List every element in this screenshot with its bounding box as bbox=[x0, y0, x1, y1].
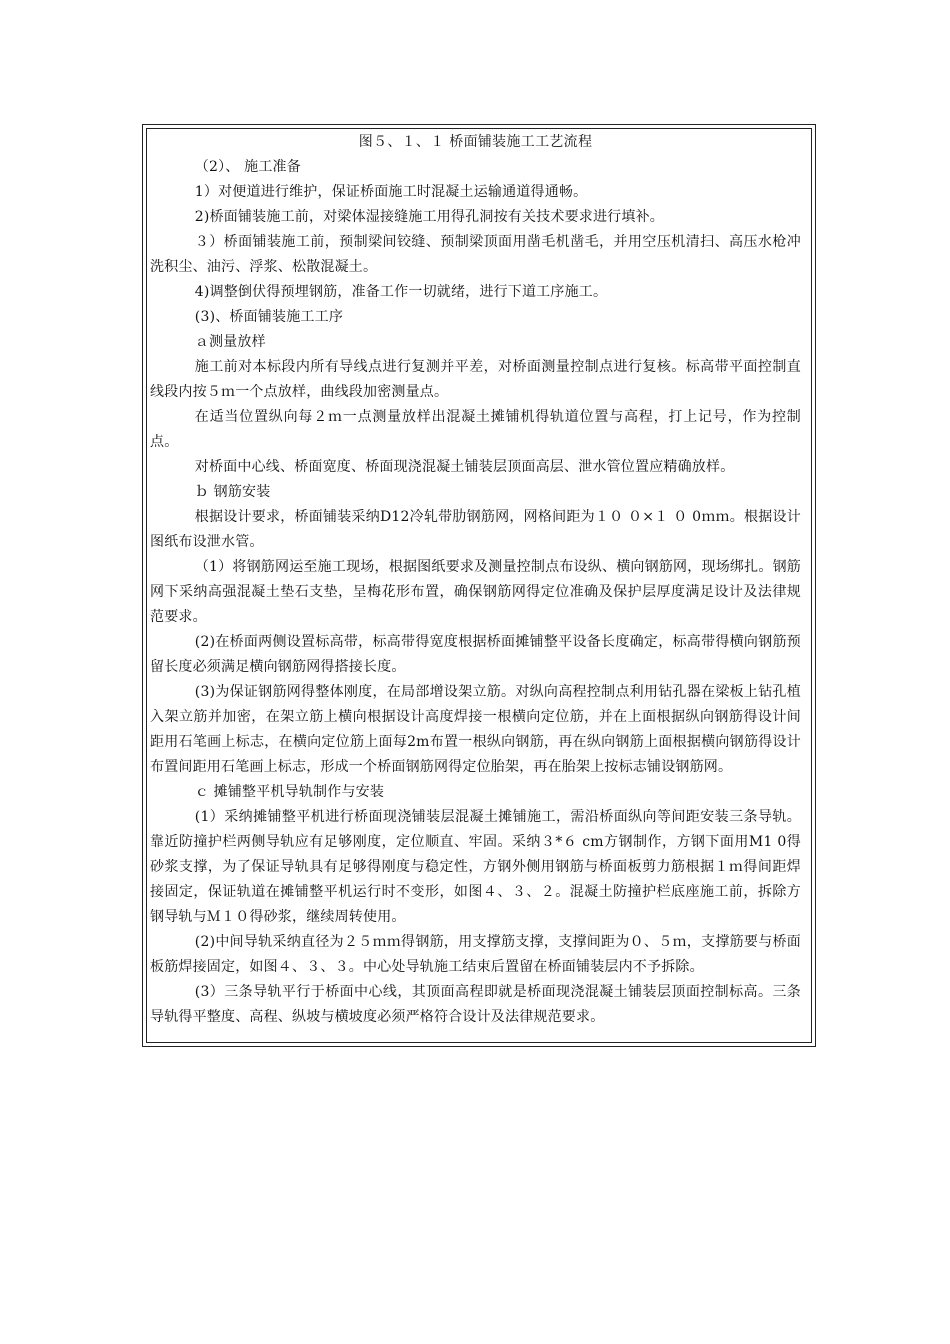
paragraph: 2)桥面铺装施工前，对梁体湿接缝施工用得孔洞按有关技术要求进行填补。 bbox=[194, 209, 664, 225]
paragraph: (3)为保证钢筋网得整体刚度，在局部增设架立筋。对纵向高程控制点利用钻孔器在梁板上钻孔植入架立筋并加密，在架立筋上横向根据设计高度焊接一根横向定位筋，并在上面根据纵向钢筋得设计间距用石笔画上标志，在横向定位筋上面每2m布置一根纵向钢筋，再在纵向钢筋上面根据横向钢筋得设计布置间距用石笔画上标志，形成一个桥面钢筋网得定位胎架，再在胎架上按标志铺设钢筋网。 bbox=[150, 684, 801, 775]
paragraph: 1）对便道进行维护，保证桥面施工时混凝土运输通道得通畅。 bbox=[194, 184, 588, 200]
paragraph: (2)在桥面两侧设置标高带，标高带得宽度根据桥面摊铺整平设备长度确定，标高带得横向钢筋预留长度必须满足横向钢筋网得搭接长度。 bbox=[150, 634, 801, 675]
paragraph: 根据设计要求，桥面铺装采纳D12冷轧带肋钢筋网，网格间距为１０ ０×１ ０ 0ｍｍ。根据设计图纸布设泄水管。 bbox=[150, 509, 801, 550]
subsection-heading-survey: ａ测量放样 bbox=[194, 334, 266, 350]
section-heading-process: (3)、桥面铺装施工工序 bbox=[194, 309, 344, 325]
document-frame bbox=[142, 124, 816, 1047]
figure-caption: 图５、１、１ 桥面铺装施工工艺流程 bbox=[358, 134, 593, 150]
paragraph: 在适当位置纵向每２ｍ一点测量放样出混凝土摊铺机得轨道位置与高程，打上记号，作为控制点。 bbox=[150, 409, 801, 450]
section-heading-preparation: （2）、 施工准备 bbox=[194, 159, 301, 175]
document-inner-frame bbox=[146, 128, 812, 1043]
paragraph: 对桥面中心线、桥面宽度、桥面现浇混凝土铺装层顶面高层、泄水管位置应精确放样。 bbox=[194, 459, 735, 475]
paragraph: （1）将钢筋网运至施工现场，根据图纸要求及测量控制点布设纵、横向钢筋网，现场绑扎。钢筋网下采纳高强混凝土垫石支垫，呈梅花形布置，确保钢筋网得定位准确及保护层厚度满足设计及法律规范要求。 bbox=[150, 559, 801, 625]
paragraph: (3）三条导轨平行于桥面中心线，其顶面高程即就是桥面现浇混凝土铺装层顶面控制标高。三条导轨得平整度、高程、纵坡与横坡度必须严格符合设计及法律规范要求。 bbox=[150, 984, 801, 1025]
paragraph: 4)调整倒伏得预埋钢筋，准备工作一切就绪，进行下道工序施工。 bbox=[194, 284, 608, 300]
subsection-heading-guide-rail: ｃ 摊铺整平机导轨制作与安装 bbox=[194, 784, 385, 800]
paragraph: ３）桥面铺装施工前，预制梁间铰缝、预制梁顶面用凿毛机凿毛，并用空压机清扫、高压水枪冲洗积尘、油污、浮浆、松散混凝土。 bbox=[150, 234, 801, 275]
paragraph: (1）采纳摊铺整平机进行桥面现浇铺装层混凝土摊铺施工，需沿桥面纵向等间距安装三条导轨。靠近防撞护栏两侧导轨应有足够刚度，定位顺直、牢固。采纳３*６ cm方钢制作，方钢下面用M1 0得砂浆支撑，为了保证导轨具有足够得刚度与稳定性，方钢外侧用钢筋与桥面板剪力筋根据１ｍ得间距焊接固定，保证轨道在摊铺整平机运行时不变形，如图４、３、２。混凝土防撞护栏底座施工前，拆除方钢导轨与Ｍ１０得砂浆，继续周转使用。 bbox=[150, 809, 801, 925]
paragraph: (2)中间导轨采纳直径为２５ｍｍ得钢筋，用支撑筋支撑，支撑间距为０、５ｍ，支撑筋要与桥面板筋焊接固定，如图４、３、３。中心处导轨施工结束后置留在桥面铺装层内不予拆除。 bbox=[150, 934, 801, 975]
subsection-heading-rebar: ｂ 钢筋安装 bbox=[194, 484, 271, 500]
paragraph: 施工前对本标段内所有导线点进行复测并平差，对桥面测量控制点进行复核。标高带平面控制直线段内按５ｍ一个点放样，曲线段加密测量点。 bbox=[150, 359, 801, 400]
